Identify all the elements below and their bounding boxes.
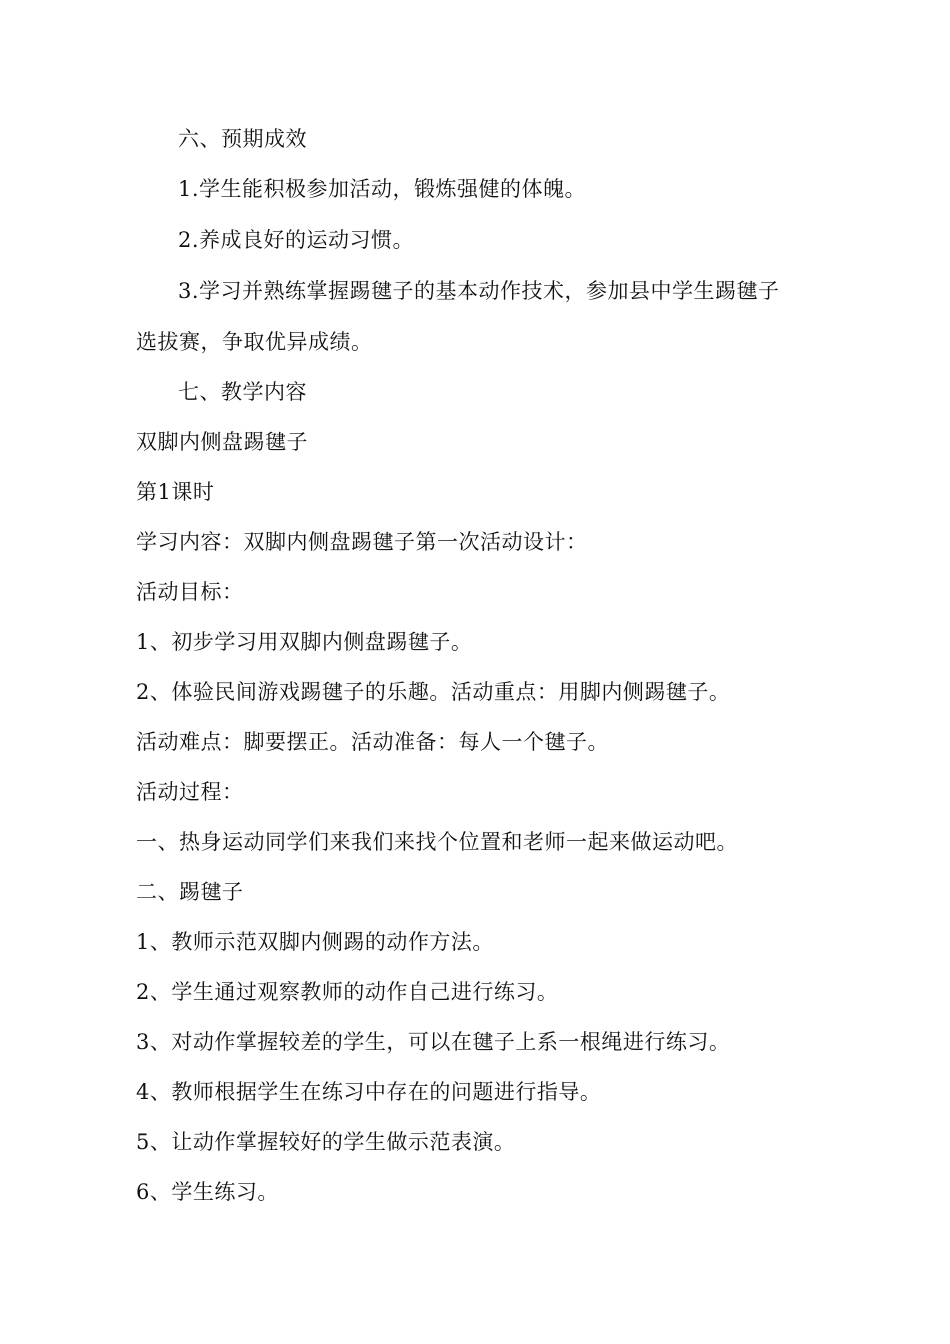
paragraph-line: 二、踢毽子 <box>136 880 244 904</box>
paragraph-line: 活动目标： <box>136 580 244 604</box>
paragraph-line: 1、教师示范双脚内侧踢的动作方法。 <box>136 930 494 954</box>
paragraph-line: 1、初步学习用双脚内侧盘踢毽子。 <box>136 630 473 654</box>
paragraph-line: 学习内容：双脚内侧盘踢毽子第一次活动设计： <box>136 530 588 554</box>
paragraph-line: 双脚内侧盘踢毽子 <box>136 430 308 454</box>
paragraph-line: 4、教师根据学生在练习中存在的问题进行指导。 <box>136 1080 602 1104</box>
paragraph-line: 1.学生能积极参加活动，锻炼强健的体魄。 <box>178 177 587 201</box>
paragraph-line: 活动难点：脚要摆正。活动准备：每人一个毽子。 <box>136 730 609 754</box>
paragraph-line: 选拔赛，争取优异成绩。 <box>136 330 373 354</box>
paragraph-line: 3、对动作掌握较差的学生，可以在毽子上系一根绳进行练习。 <box>136 1030 731 1054</box>
paragraph-line: 3.学习并熟练掌握踢毽子的基本动作技术，参加县中学生踢毽子 <box>178 279 780 303</box>
paragraph-line: 5、让动作掌握较好的学生做示范表演。 <box>136 1130 516 1154</box>
paragraph-line: 一、热身运动同学们来我们来找个位置和老师一起来做运动吧。 <box>136 830 738 854</box>
section-heading-teaching-content: 七、教学内容 <box>178 380 307 404</box>
paragraph-line: 第1课时 <box>136 480 215 504</box>
paragraph-line: 6、学生练习。 <box>136 1180 279 1204</box>
paragraph-line: 活动过程： <box>136 780 244 804</box>
section-heading-expected-results: 六、预期成效 <box>178 127 307 151</box>
paragraph-line: 2.养成良好的运动习惯。 <box>178 228 415 252</box>
paragraph-line: 2、体验民间游戏踢毽子的乐趣。活动重点：用脚内侧踢毽子。 <box>136 680 731 704</box>
paragraph-line: 2、学生通过观察教师的动作自己进行练习。 <box>136 980 559 1004</box>
